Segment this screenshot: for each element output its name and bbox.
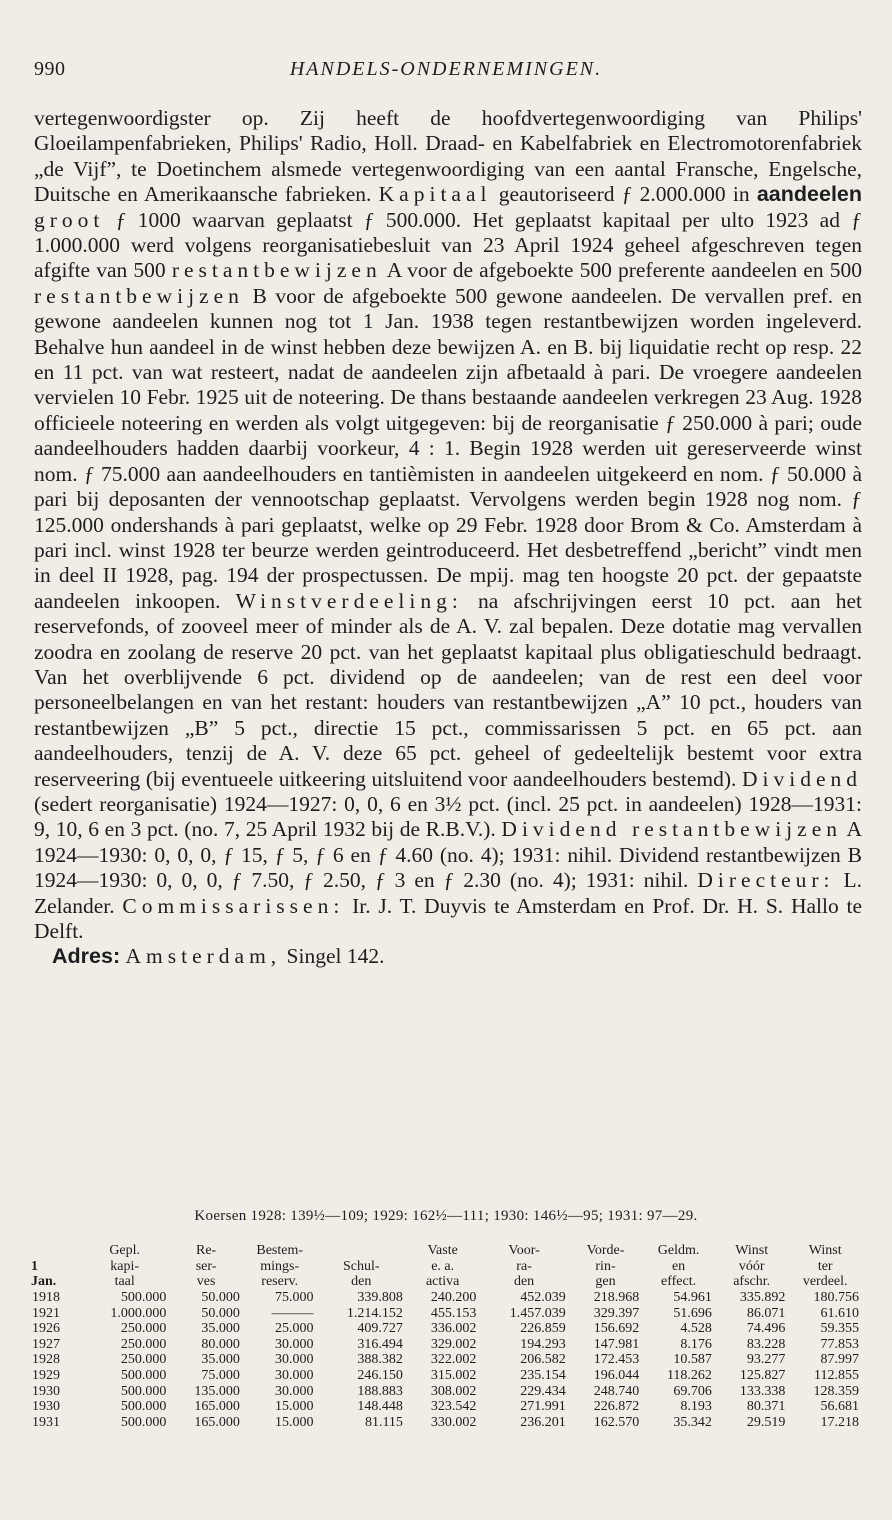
history-text: B voor de afgeboekte 500 gewone aandeelen. De vervallen pref. en gewone aandeelen kunnen nog tot 1 Jan. 1938 tegen restantbewijzen worden ingeleverd. Behalve hun aandeel in de winst hebben deze bewijzen A. en B. bij liquidatie recht op resp. 22 en 11 pct. van wat resteert, nadat de aandeelen zijn afbetaald à pari. De vroegere aandeelen vervielen 10 Febr. 1925 uit de noteering. De thans bestaande aandeelen verkregen 23 Aug. 1928 officieele noteering en werden als volgt uitgegeven: bij de reorganisatie ƒ 250.000 à pari; oude aandeelhouders hadden daarbij voorkeur, 4 : 1. Begin 1928 werden uit gereserveerde winst nom. ƒ 75.000 aan aandeelhouders en tantièmisten in aandeelen uitgekeerd en nom. ƒ 50.000 à pari bij deposanten der vennootschap geplaatst. Vervolgens werden begin 1928 nog nom. ƒ 125.000 ondershands à pari geplaatst, welke op 29 Febr. 1928 door Brom & Co. Amsterdam à pari incl. winst 1928 ter beurze werden geintroduceerd. Het desbetreffend „bericht” vindt men in deel II 1928, pag. 194 der prospectussen. De mpij. mag ten hoogste 20 pct. der gepaatste aandeelen inkoopen. — [34, 283, 862, 613]
column-header-line: den — [351, 1274, 372, 1290]
value-cell: 329.397 — [593, 1305, 640, 1321]
column-header-line: effect. — [661, 1274, 697, 1290]
column-header — [169, 1242, 242, 1290]
value-cell: 15.000 — [275, 1399, 314, 1415]
column-header-line: Vorde- — [586, 1243, 625, 1259]
table-row — [30, 1306, 862, 1322]
column-header — [80, 1242, 169, 1290]
column-header-line: Vaste — [427, 1243, 458, 1259]
koersen-line: Koersen 1928: 139½—109; 1929: 162½—111; 1930: 146½—95; 1931: 97—29. — [194, 1208, 698, 1224]
value-cell: 147.981 — [593, 1336, 640, 1352]
page-header — [34, 58, 858, 88]
value-cell: 10.587 — [673, 1352, 712, 1368]
value-cell: 388.382 — [357, 1352, 403, 1368]
year-cell: 1928 — [32, 1352, 60, 1368]
value-cell: 156.692 — [593, 1321, 640, 1337]
value-cell: 30.000 — [275, 1352, 314, 1368]
value-cell: 87.997 — [820, 1352, 859, 1368]
value-cell: 50.000 — [201, 1290, 240, 1305]
dividend-text: (sedert reorganisatie) 1924—1927: 0, 0, 6 en 3½ pct. (incl. 25 pct. in aandeelen) 1928—1931: 9, 10, 6 en 3 pct. (no. 7, 25 April 1932 bij de R.B.V.). — [34, 791, 862, 842]
value-cell: 218.968 — [593, 1290, 640, 1305]
value-cell: 35.000 — [201, 1352, 240, 1368]
value-cell: 59.355 — [820, 1321, 859, 1337]
column-header — [715, 1242, 788, 1290]
value-cell: 75.000 — [275, 1290, 314, 1305]
value-cell: 206.582 — [520, 1352, 566, 1368]
value-cell: 77.853 — [820, 1336, 859, 1352]
column-header — [642, 1242, 715, 1290]
value-cell: 188.883 — [357, 1383, 403, 1399]
table-row — [30, 1384, 862, 1400]
restantbewijzen-b-label: restantbewijzen — [34, 283, 244, 308]
column-header — [479, 1242, 568, 1290]
value-cell: 250.000 — [120, 1321, 167, 1337]
column-header-line: Jan. — [31, 1274, 57, 1290]
value-cell: 61.610 — [820, 1305, 859, 1321]
table-row — [30, 1290, 862, 1306]
value-cell: 112.855 — [814, 1367, 859, 1383]
year-cell: 1929 — [32, 1367, 60, 1383]
column-header — [30, 1242, 80, 1290]
value-cell: 51.696 — [673, 1305, 712, 1321]
value-cell: 30.000 — [275, 1367, 314, 1383]
dividend-restant-text: A 1924—1930: 0, 0, 0, ƒ 15, ƒ 5, ƒ 6 en ƒ 4.60 (no. 4); 1931: nihil. Dividend restantbewijzen B 1924—1930: 0, 0, 0, ƒ 7.50, ƒ 2.50, ƒ 3 en ƒ 2.30 (no. 4); 1931: nihil. — [34, 817, 862, 893]
value-cell: 500.000 — [120, 1290, 167, 1305]
value-cell: 25.000 — [275, 1321, 314, 1337]
adres-label: Adres: — [52, 944, 121, 969]
value-cell: 135.000 — [194, 1383, 240, 1399]
winstverdeeling-label: Winstverdeeling: — [235, 588, 463, 613]
value-cell: 165.000 — [194, 1399, 240, 1415]
value-cell: 80.000 — [201, 1336, 240, 1352]
value-cell: 235.154 — [520, 1367, 566, 1383]
column-header — [788, 1242, 862, 1290]
restantbewijzen-a-text: A voor de afgeboekte 500 preferente aandeelen en 500 — [386, 258, 862, 283]
value-cell: 162.570 — [593, 1414, 640, 1430]
value-cell: 15.000 — [275, 1414, 314, 1430]
column-header-line: en — [671, 1258, 686, 1274]
column-header-line: ter — [817, 1258, 833, 1274]
column-header-line: afschr. — [733, 1274, 771, 1290]
value-cell: 148.448 — [357, 1399, 403, 1415]
value-cell: 500.000 — [120, 1414, 167, 1430]
value-cell: 248.740 — [593, 1383, 640, 1399]
directeur-label: Directeur: — [697, 868, 835, 893]
value-cell: 80.371 — [746, 1399, 786, 1415]
kapitaal-details: ƒ 1000 waarvan geplaatst ƒ 500.000. Het geplaatst kapitaal per ulto 1923 ad ƒ 1.000.000 werd volgens reorganisatiebesluit van 23 April 1924 geheel afgeschreven tegen afgifte van 500 — [34, 207, 863, 283]
column-header-line: activa — [425, 1274, 460, 1290]
value-cell: 1.000.000 — [110, 1305, 167, 1321]
adres-street: Singel 142. — [286, 944, 385, 969]
financial-table-wrap — [30, 1242, 862, 1430]
table-row — [30, 1368, 862, 1384]
value-cell: 452.039 — [520, 1290, 566, 1305]
value-cell: 81.115 — [364, 1414, 403, 1430]
table-row — [30, 1352, 862, 1368]
value-cell: 17.218 — [820, 1414, 859, 1430]
value-cell: 316.494 — [357, 1336, 403, 1352]
column-header-line: Voor- — [508, 1243, 540, 1259]
value-cell: 180.756 — [813, 1290, 859, 1305]
value-cell: 226.859 — [520, 1321, 566, 1337]
value-cell: 86.071 — [746, 1305, 786, 1321]
value-cell: 455.153 — [430, 1305, 477, 1321]
column-header-line: 1 — [31, 1258, 38, 1274]
column-header — [317, 1242, 406, 1290]
value-cell: 323.542 — [430, 1399, 477, 1415]
year-cell: 1927 — [32, 1336, 60, 1352]
value-cell: 196.044 — [593, 1367, 640, 1383]
table-body — [30, 1290, 862, 1430]
commissarissen-names: Ir. J. T. Duyvis te Amsterdam en Prof. Dr. H. S. Hallo te Delft. — [34, 893, 863, 943]
value-cell: 322.002 — [430, 1352, 477, 1368]
table-row — [30, 1415, 862, 1431]
value-cell: 35.342 — [673, 1414, 712, 1430]
column-header-line: gen — [595, 1274, 616, 1290]
column-header-line: vóór — [738, 1258, 765, 1274]
commissarissen-label: Commissarissen: — [122, 893, 345, 918]
value-cell: 74.496 — [746, 1321, 786, 1337]
column-header — [243, 1242, 317, 1290]
value-cell: 125.827 — [739, 1367, 786, 1383]
value-cell: ——— — [271, 1305, 314, 1321]
company-paragraph — [34, 106, 862, 944]
value-cell: 69.706 — [673, 1383, 712, 1399]
value-cell: 308.002 — [430, 1383, 477, 1399]
table-row — [30, 1337, 862, 1353]
year-cell: 1926 — [32, 1321, 60, 1337]
value-cell: 128.359 — [813, 1383, 859, 1399]
column-header-line: Geldm. — [657, 1243, 700, 1259]
financial-table — [30, 1242, 862, 1430]
value-cell: 30.000 — [275, 1383, 314, 1399]
column-header-line: taal — [114, 1274, 135, 1290]
value-cell: 1.457.039 — [509, 1305, 566, 1321]
value-cell: 194.293 — [520, 1336, 566, 1352]
restantbewijzen-a-label: restantbewijzen — [171, 258, 382, 283]
value-cell: 172.453 — [593, 1352, 640, 1368]
value-cell: 339.808 — [357, 1290, 403, 1305]
value-cell: 240.200 — [430, 1290, 477, 1305]
value-cell: 409.727 — [357, 1321, 403, 1337]
value-cell: 330.002 — [430, 1414, 477, 1430]
column-header-line: verdeel. — [802, 1274, 848, 1290]
value-cell: 271.991 — [520, 1399, 566, 1415]
value-cell: 30.000 — [275, 1336, 314, 1352]
column-header-line: mings- — [260, 1258, 300, 1274]
aandeelen-label: aandeelen — [756, 182, 863, 207]
value-cell: 83.228 — [746, 1336, 786, 1352]
value-cell: 165.000 — [194, 1414, 240, 1430]
column-header — [406, 1242, 479, 1290]
value-cell: 50.000 — [201, 1305, 240, 1321]
column-header-line: Bestem- — [256, 1243, 304, 1259]
dividend-label: Dividend — [741, 766, 862, 791]
value-cell: 500.000 — [120, 1383, 167, 1399]
column-header-line: ves — [196, 1274, 216, 1290]
table-row — [30, 1399, 862, 1415]
value-cell: 315.002 — [430, 1367, 477, 1383]
groot-label: groot — [34, 207, 105, 232]
column-header-line: kapi- — [110, 1258, 140, 1274]
column-header-line: rin- — [595, 1258, 616, 1274]
value-cell: 29.519 — [746, 1414, 786, 1430]
column-header-line: Schul- — [342, 1258, 380, 1274]
value-cell: 250.000 — [120, 1352, 167, 1368]
value-cell: 8.176 — [680, 1336, 712, 1352]
page-number: 990 — [34, 58, 66, 80]
column-header-line: Winst — [808, 1243, 842, 1259]
value-cell: 54.961 — [673, 1290, 712, 1305]
column-header-line: reserv. — [261, 1274, 299, 1290]
value-cell: 329.002 — [430, 1336, 477, 1352]
value-cell: 229.434 — [520, 1383, 566, 1399]
adres-city: Amsterdam, — [125, 944, 282, 969]
column-header-line: den — [513, 1274, 535, 1290]
value-cell: 118.262 — [666, 1367, 712, 1383]
value-cell: 35.000 — [201, 1321, 240, 1337]
value-cell: 335.892 — [739, 1290, 786, 1305]
value-cell: 336.002 — [430, 1321, 477, 1337]
year-cell: 1921 — [32, 1305, 60, 1321]
value-cell: 4.528 — [680, 1321, 712, 1337]
year-cell: 1931 — [32, 1414, 60, 1430]
table-header-row — [30, 1242, 862, 1290]
column-header-line: Winst — [735, 1243, 769, 1259]
kapitaal-text: geautoriseerd ƒ 2.000.000 in — [498, 182, 750, 207]
dividend-restant-label: Dividend restantbewijzen — [501, 817, 842, 842]
year-cell: 1930 — [32, 1383, 60, 1399]
winstverdeeling-text: na afschrijvingen eerst 10 pct. aan het reservefonds, of zooveel meer of minder als de A. V. zal bepalen. Deze dotatie mag vervallen zoodra en zoolang de reserve 20 pct. van het geplaatst kapitaal plus obligatieschuld bedraagt. Van het overblijvende 6 pct. dividend op de aandeelen; van de rest een deel voor personeelbelangen en van het restant: houders van restantbewijzen „A” 10 pct., houders van restantbewijzen „B” 5 pct., directie 15 pct., commissarissen 5 pct. en 65 pct. aan aandeelhouders, tenzij de A. V. deze 65 pct. geheel of gedeeltelijk bestemt voor extra reserveering (bij eventueele uitkeering uitsluitend voor aandeelhouders bestemd). — [34, 588, 863, 791]
column-header-line: ser- — [195, 1258, 217, 1274]
kapitaal-label: Kapitaal — [378, 182, 492, 207]
running-title: HANDELS-ONDERNEMINGEN. — [289, 58, 603, 80]
value-cell: 246.150 — [357, 1367, 403, 1383]
column-header-line: ra- — [516, 1258, 532, 1274]
value-cell: 236.201 — [520, 1414, 566, 1430]
value-cell: 93.277 — [746, 1352, 786, 1368]
value-cell: 1.214.152 — [346, 1305, 403, 1321]
address-line — [34, 944, 862, 969]
value-cell: 226.872 — [593, 1399, 640, 1415]
value-cell: 8.193 — [680, 1399, 712, 1415]
column-header — [569, 1242, 642, 1290]
column-header-line: e. a. — [431, 1258, 455, 1274]
intro-text: vertegenwoordigster op. Zij heeft de hoofdvertegenwoordiging van Philips' Gloeilampenfabrieken, Philips' Radio, Holl. Draad- en Kabelfabriek en Electromotorenfabriek „de Vijf”, te Doetinchem alsmede vertegenwoordiging van een aantal Fransche, Engelsche, Duitsche en Amerikaansche fabrieken. — [34, 106, 862, 207]
value-cell: 133.338 — [739, 1383, 786, 1399]
table-row — [30, 1321, 862, 1337]
value-cell: 75.000 — [201, 1367, 240, 1383]
value-cell: 56.681 — [820, 1399, 859, 1415]
column-header-line: Gepl. — [109, 1243, 141, 1259]
body-text — [34, 106, 862, 970]
year-cell: 1930 — [32, 1399, 60, 1415]
value-cell: 500.000 — [120, 1399, 167, 1415]
column-header-line: Re- — [195, 1243, 217, 1259]
year-cell: 1918 — [32, 1290, 60, 1305]
value-cell: 250.000 — [120, 1336, 167, 1352]
directeur-name: L. Zelander. — [34, 868, 863, 918]
value-cell: 500.000 — [120, 1367, 167, 1383]
